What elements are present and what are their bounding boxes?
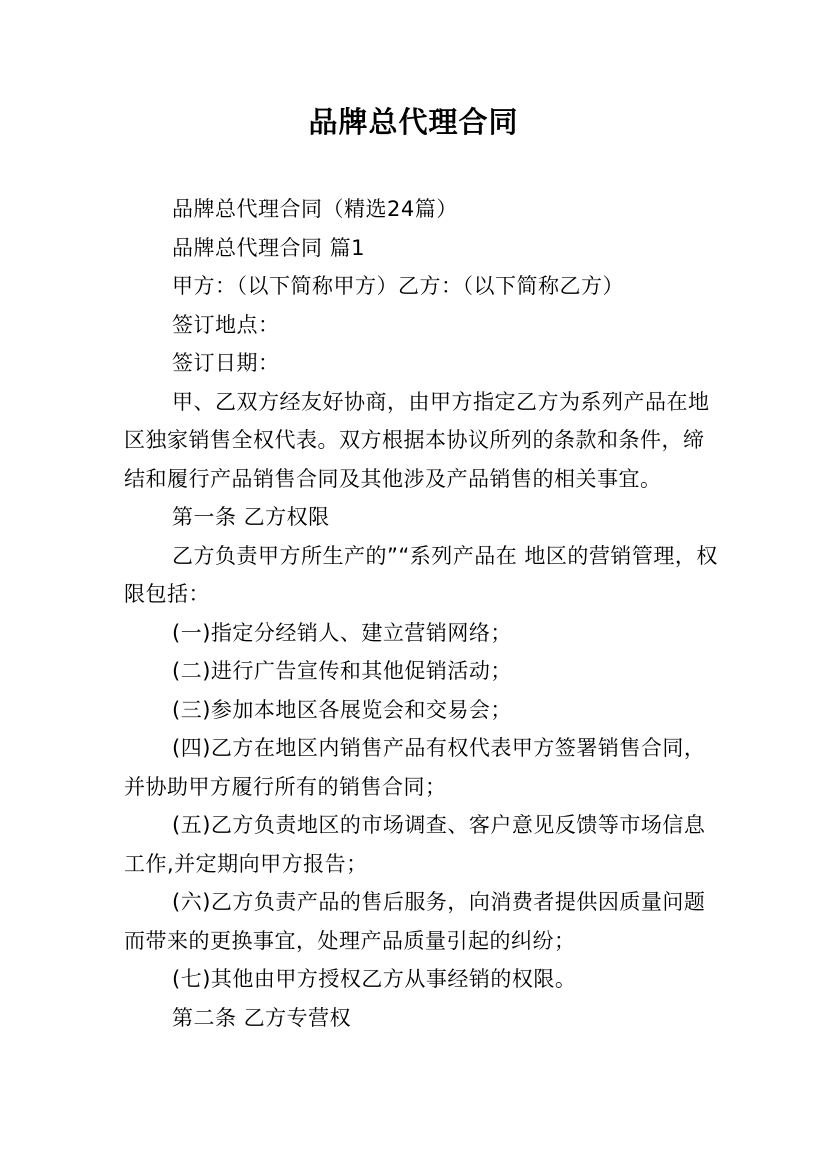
paragraph: 签订日期： [172, 351, 280, 375]
list-item: (六)乙方负责产品的售后服务，向消费者提供因质量问题而带来的更换事宜，处理产品质量引起的纠纷； [124, 890, 706, 953]
list-item: (七)其他由甲方授权乙方从事经销的权限。 [172, 967, 577, 991]
paragraph: 乙方负责甲方所生产的”“系列产品在 地区的营销管理，权限包括： [124, 543, 718, 606]
list-item: (四)乙方在地区内销售产品有权代表甲方签署销售合同，并协助甲方履行所有的销售合同； [124, 736, 706, 799]
document-title: 品牌总代理合同 [308, 105, 519, 139]
clause-heading: 第二条 乙方专营权 [172, 1005, 352, 1030]
list-item: (五)乙方负责地区的市场调查、客户意见反馈等市场信息工作,并定期向甲方报告； [124, 813, 706, 876]
list-item: (二)进行广告宣传和其他促销活动； [172, 659, 512, 683]
paragraph: 品牌总代理合同（精选24篇） [172, 197, 458, 221]
paragraph: 甲方：（以下简称甲方）乙方：（以下简称乙方） [172, 274, 624, 298]
paragraph: 甲、乙双方经友好协商，由甲方指定乙方为系列产品在地区独家销售全权代表。双方根据本协议所列的条款和条件，缔结和履行产品销售合同及其他涉及产品销售的相关事宜。 [124, 389, 710, 491]
list-item: (三)参加本地区各展览会和交易会； [172, 697, 512, 722]
list-item: (一)指定分经销人、建立营销网络； [172, 620, 512, 645]
paragraph: 签订地点： [172, 312, 280, 337]
clause-heading: 第一条 乙方权限 [172, 505, 330, 529]
paragraph: 品牌总代理合同 篇1 [172, 235, 366, 260]
document-body [124, 190, 724, 1037]
